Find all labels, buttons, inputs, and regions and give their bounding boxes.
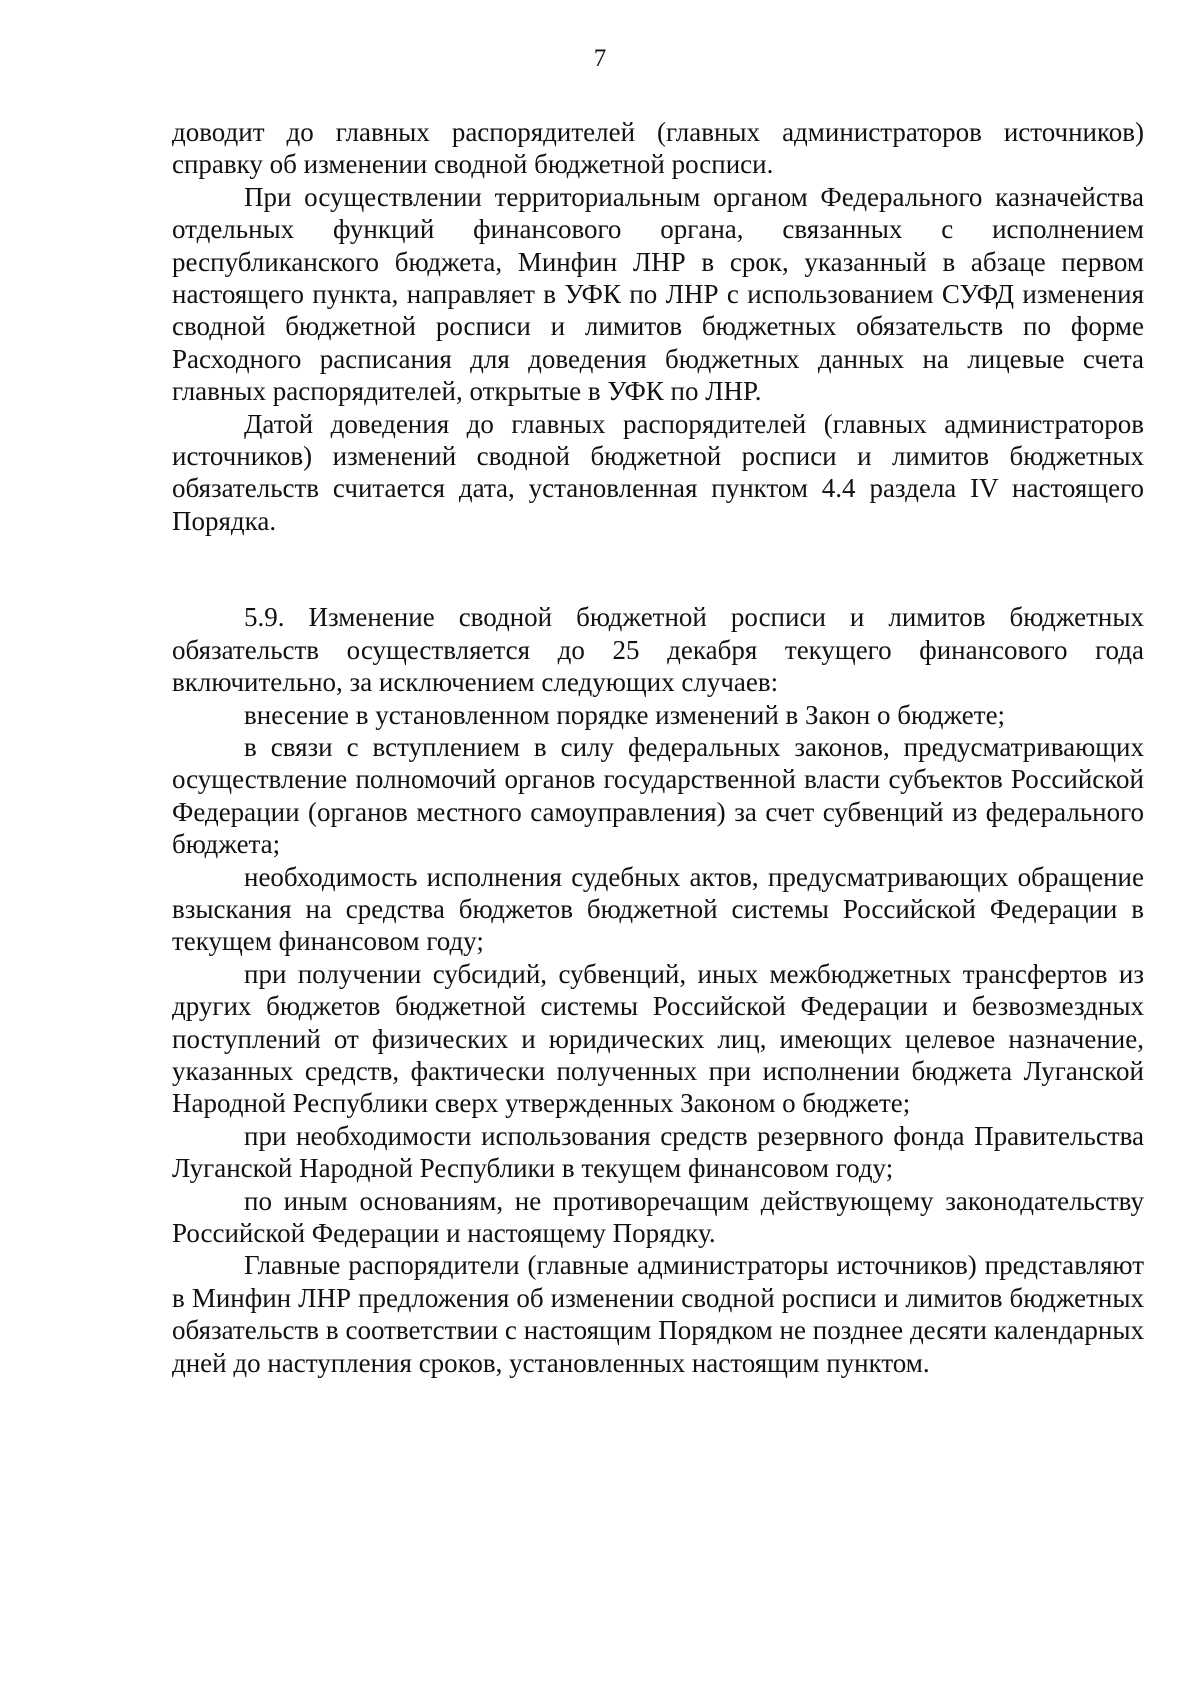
document-body <box>172 116 1144 1379</box>
list-item-court-acts: необходимость исполнения судебных актов, предусматривающих обращение взыскания на средства бюджетов бюджетной системы Российской Федерации в текущем финансовом году; <box>172 861 1144 957</box>
paragraph-delivery-date: Датой доведения до главных распорядителей (главных администраторов источников) изменений сводной бюджетной росписи и лимитов бюджетных обязательств считается дата, установленная пунктом 4.4 раздела IV настоящего Порядка. <box>172 408 1144 536</box>
paragraph-clause-5-9: 5.9. Изменение сводной бюджетной росписи и лимитов бюджетных обязательств осуществляется до 25 декабря текущего финансового года включительно, за исключением следующих случаев: <box>172 602 1144 698</box>
section-gap <box>172 537 1144 601</box>
list-item-transfers: при получении субсидий, субвенций, иных межбюджетных трансфертов из других бюджетов бюджетной системы Российской Федерации и безвозмездных поступлений от физических и юридических лиц, имеющих целевое назначение, указанных средств, фактически полученных при исполнении бюджета Луганской Народной Республики сверх утвержденных Законом о бюджете; <box>172 958 1144 1119</box>
paragraph-ufk-transfer: При осуществлении территориальным органом Федерального казначейства отдельных функций финансового органа, связанных с исполнением республиканского бюджета, Минфин ЛНР в срок, указанный в абзаце первом настоящего пункта, направляет в УФК по ЛНР с использованием СУФД изменения сводной бюджетной росписи и лимитов бюджетных обязательств по форме Расходного расписания для доведения бюджетных данных на лицевые счета главных распорядителей, открытые в УФК по ЛНР. <box>172 181 1144 407</box>
paragraph-proposals: Главные распорядители (главные администраторы источников) представляют в Минфин ЛНР предложения об изменении сводной росписи и лимитов бюджетных обязательств в соответствии с настоящим Порядком не позднее десяти календарных дней до наступления сроков, установленных настоящим пунктом. <box>172 1250 1144 1378</box>
list-item-other-grounds: по иным основаниям, не противоречащим действующему законодательству Российской Федерации и настоящему Порядку. <box>172 1185 1144 1248</box>
paragraph-continuation: доводит до главных распорядителей (главных администраторов источников) справку об изменении сводной бюджетной росписи. <box>172 117 1144 180</box>
list-item-reserve-fund: при необходимости использования средств резервного фонда Правительства Луганской Народной Республики в текущем финансовом году; <box>172 1120 1144 1184</box>
page-number: 7 <box>593 45 607 72</box>
list-item-budget-law: внесение в установленном порядке изменений в Закон о бюджете; <box>244 699 1006 730</box>
list-item-federal-laws: в связи с вступлением в силу федеральных законов, предусматривающих осуществление полномочий органов государственной власти субъектов Российской Федерации (органов местного самоуправления) за счет субвенций из федерального бюджета; <box>172 731 1144 860</box>
